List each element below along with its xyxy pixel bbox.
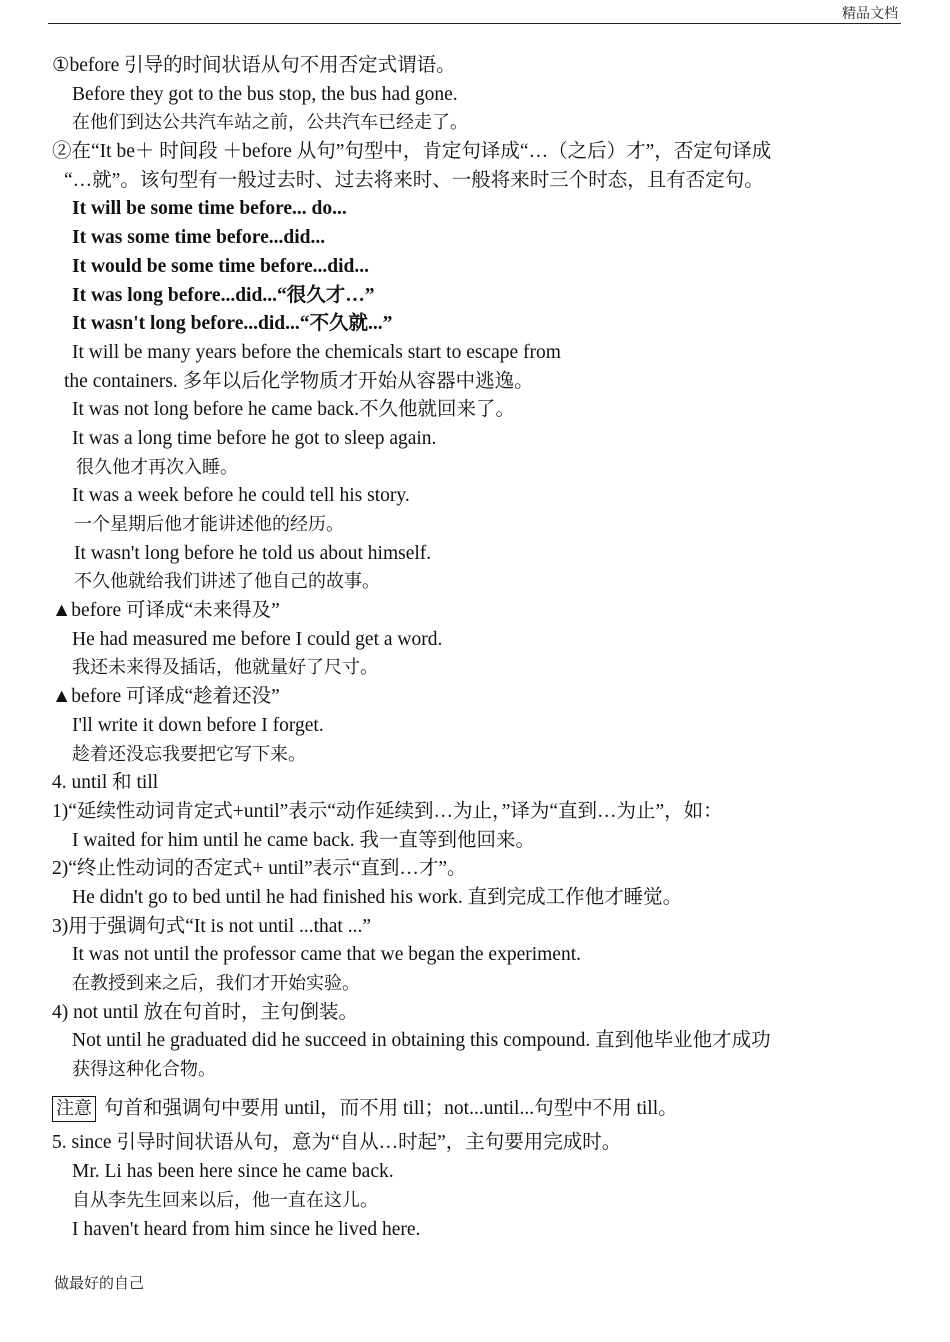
example-sentence: It will be many years before the chemicals start to escape from bbox=[72, 341, 561, 363]
text-line: 3)用于强调句式“It is not until ...that ...” bbox=[52, 915, 372, 937]
section-heading: 4. until 和 till bbox=[52, 772, 159, 794]
example-translation: 在他们到达公共汽车站之前，公共汽车已经走了。 bbox=[72, 112, 468, 134]
page-footer: 做最好的自己 bbox=[54, 1274, 145, 1292]
pattern-line: It would be some time before...did... bbox=[72, 255, 370, 277]
example-sentence: It was not until the professor came that we began the experiment. bbox=[72, 944, 581, 966]
example-sentence: Before they got to the bus stop, the bus had gone. bbox=[72, 83, 458, 105]
example-sentence: It was a long time before he got to sleep again. bbox=[72, 427, 437, 449]
example-sentence: It wasn't long before he told us about himself. bbox=[74, 542, 432, 564]
example-translation: 我还未来得及插话，他就量好了尺寸。 bbox=[72, 657, 378, 679]
document-body bbox=[52, 52, 904, 1244]
pattern-line: It was long before...did...“很久才…” bbox=[72, 284, 375, 306]
example-sentence: I'll write it down before I forget. bbox=[72, 714, 324, 736]
text-line: ①before 引导的时间状语从句不用否定式谓语。 bbox=[52, 55, 456, 76]
pattern-line: It was some time before...did... bbox=[72, 227, 326, 249]
note-text: 句首和强调句中要用 until，而不用 till；not...until...句型中不用 till。 bbox=[104, 1097, 678, 1119]
pattern-line: It will be some time before... do... bbox=[72, 198, 347, 220]
example-sentence: I haven't heard from him since he lived here. bbox=[72, 1218, 421, 1240]
example-sentence: the containers. 多年以后化学物质才开始从容器中逃逸。 bbox=[64, 370, 534, 392]
header-divider bbox=[48, 23, 901, 24]
note-line bbox=[52, 1095, 904, 1124]
example-translation: 在教授到来之后，我们才开始实验。 bbox=[72, 973, 360, 994]
text-line: 2)“终止性动词的否定式+ until”表示“直到…才”。 bbox=[52, 858, 467, 880]
example-translation: 获得这种化合物。 bbox=[72, 1059, 216, 1081]
example-sentence: Mr. Li has been here since he came back. bbox=[72, 1161, 394, 1183]
example-translation: 自从李先生回来以后，他一直在这儿。 bbox=[72, 1189, 378, 1211]
example-sentence: Not until he graduated did he succeed in obtaining this compound. 直到他毕业他才成功 bbox=[72, 1030, 771, 1052]
page-header: 精品文档 bbox=[842, 6, 898, 22]
text-line: 4) not until 放在句首时，主句倒装。 bbox=[52, 1001, 359, 1023]
text-line: 1)“延续性动词肯定式+until”表示“动作延续到…为止，”译为“直到…为止”，如： bbox=[52, 800, 723, 822]
pattern-line: It wasn't long before...did...“不久就...” bbox=[72, 313, 393, 335]
example-sentence: It was a week before he could tell his story. bbox=[72, 485, 410, 507]
example-sentence: I waited for him until he came back. 我一直等到他回来。 bbox=[72, 829, 536, 851]
section-heading: 5. since 引导时间状语从句，意为“自从…时起”，主句要用完成时。 bbox=[52, 1132, 622, 1154]
text-line: “…就”。该句型有一般过去时、过去将来时、一般将来时三个时态，且有否定句。 bbox=[64, 169, 764, 191]
example-translation: 不久他就给我们讲述了他自己的故事。 bbox=[74, 571, 380, 593]
example-translation: 很久他才再次入睡。 bbox=[76, 456, 238, 478]
example-sentence: It was not long before he came back.不久他就回来了。 bbox=[72, 399, 515, 421]
example-translation: 趁着还没忘我要把它写下来。 bbox=[72, 743, 306, 765]
text-line: ▲before 可译成“未来得及” bbox=[52, 600, 280, 622]
text-line: ②在“It be＋ 时间段 ＋before 从句”句型中，肯定句译成“…（之后）才”，否定句译成 bbox=[52, 141, 772, 163]
note-label: 注意 bbox=[52, 1096, 96, 1122]
example-translation: 一个星期后他才能讲述他的经历。 bbox=[74, 514, 344, 535]
example-sentence: He didn't go to bed until he had finished his work. 直到完成工作他才睡觉。 bbox=[72, 886, 683, 908]
example-sentence: He had measured me before I could get a word. bbox=[72, 628, 443, 650]
text-line: ▲before 可译成“趁着还没” bbox=[52, 686, 280, 708]
